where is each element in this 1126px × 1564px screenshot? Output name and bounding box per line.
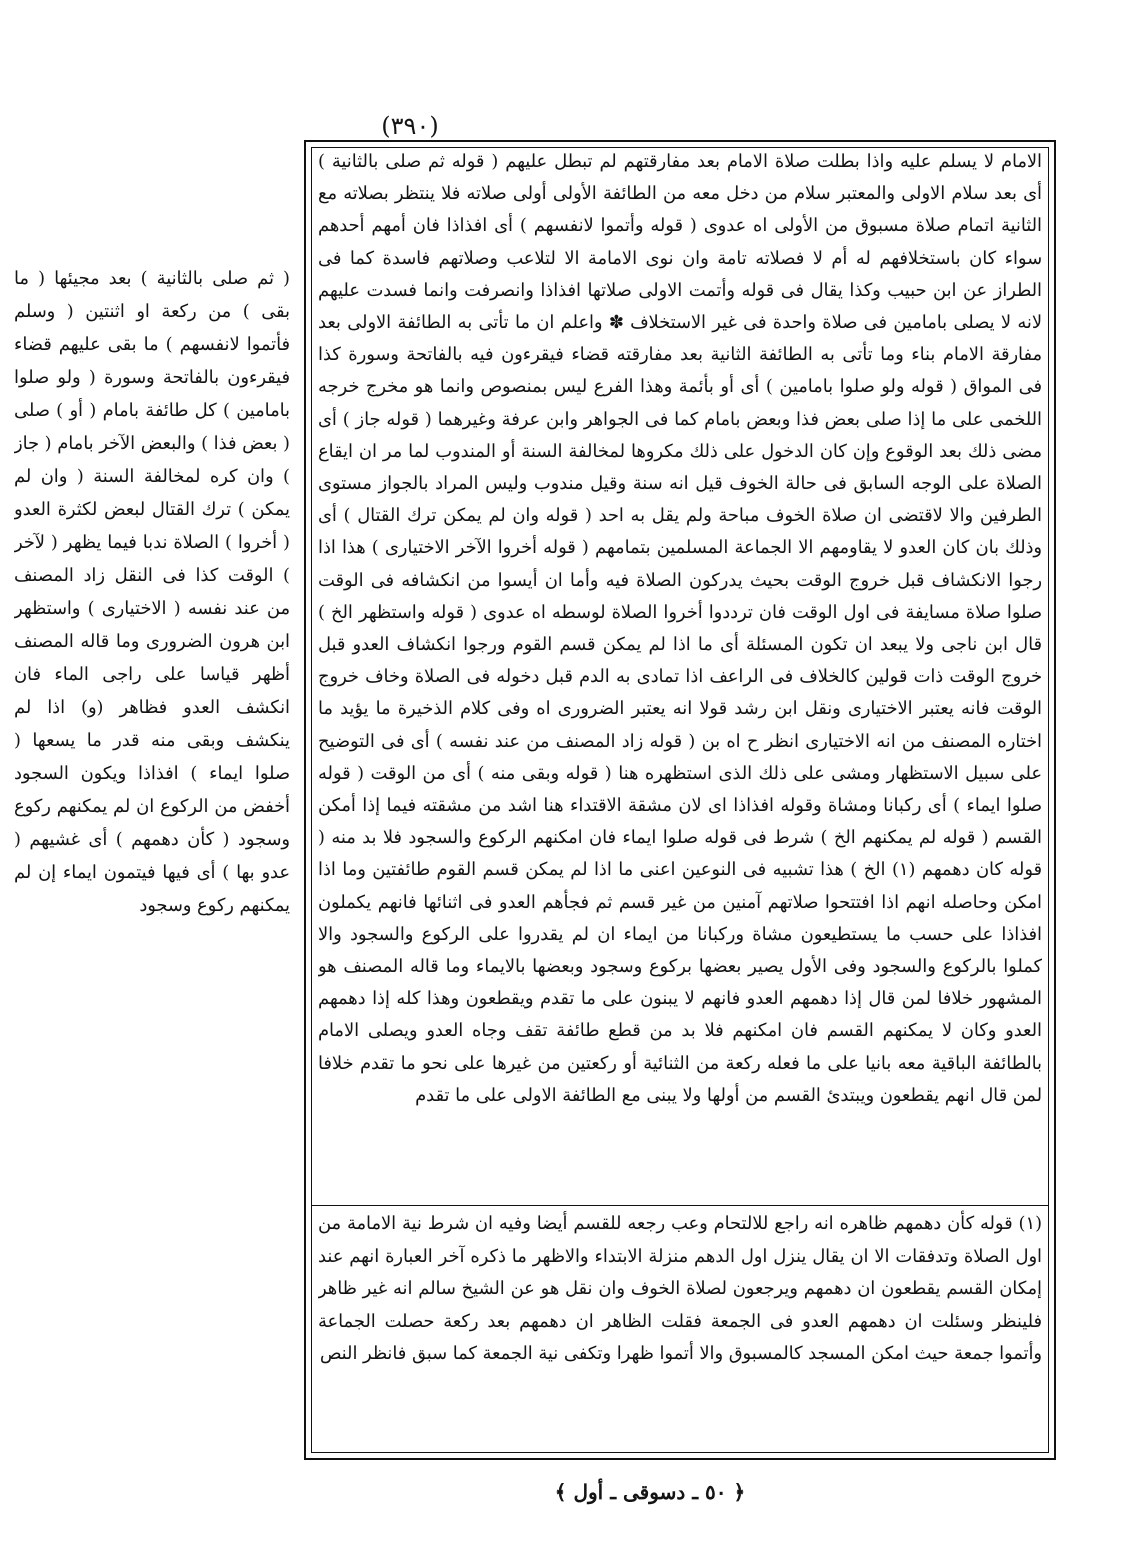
footnote	[318, 1208, 1042, 1446]
main-paragraph: الامام لا يسلم عليه واذا بطلت صلاة الامام بعد مفارقتهم لم تبطل عليهم ( قوله ثم صلى بالثانية ) أى بعد سلام الاولى والمعتبر سلام من دخل معه من الطائفة الأولى أولى صلاته فلا ينتظر بصلاته مع الثانية اتمام صلاة مسبوق من الأولى اه عدوى ( قوله وأتموا لانفسهم ) أى افذاذا فان أمهم أحدهم سواء كان باستخلافهم له أم لا فصلاته تامة وان نوى الامامة الا لتلاعب وصلاتهم فاسدة كما فى الطراز عن ابن حبيب وكذا يقال فى قوله وأتمت الاولى صلاتها افذاذا وانصرفت وانما فسدت عليهم لانه لا يصلى بامامين فى صلاة واحدة فى غير الاستخلاف ✽ واعلم ان ما تأتى به الطائفة الاولى بعد مفارقة الامام بناء وما تأتى به الطائفة الثانية بعد مفارقته قضاء فيقرءون فيه بالفاتحة وسورة كذا فى المواق ( قوله ولو صلوا بامامين ) أى أو بأئمة وهذا الفرع ليس بمنصوص وانما هو مخرج خرجه اللخمى على ما إذا صلى بعض فذا وبعض بامام كما فى الجواهر وابن عرفة وغيرهما ( قوله جاز ) أى مضى ذلك بعد الوقوع وإن كان الدخول على ذلك مكروها لمخالفة السنة أو المندوب لما مر ان ايقاع الصلاة على الوجه السابق فى حالة الخوف قيل انه سنة وقيل مندوب وليس المراد بالجواز مستوى الطرفين والا لاقتضى ان صلاة الخوف مباحة ولم يقل به احد ( قوله وان لم يمكن ترك القتال ) أى وذلك بان كان العدو لا يقاومهم الا الجماعة المسلمين بتمامهم ( قوله أخروا الآخر الاختيارى ) هذا اذا رجوا الانكشاف قبل خروج الوقت بحيث يدركون الصلاة فيه وأما ان أيسوا من انكشافه فى الوقت صلوا صلاة مسايفة فى اول الوقت فان ترددوا أخروا الصلاة لوسطه اه عدوى ( قوله واستظهر الخ ) قال ابن ناجى ولا يبعد ان تكون المسئلة أى ما اذا لم يمكن قسم القوم ورجوا انكشاف العدو قبل خروج الوقت ذات قولين كالخلاف فى الراعف اذا تمادى به الدم قبل دخوله فى الصلاة وخاف خروج الوقت فانه يعتبر الاختيارى ونقل ابن رشد قولا انه يعتبر الضرورى اه وفى كلام الذخيرة ما يؤيد ما اختاره المصنف من انه الاختيارى انظر ح اه بن ( قوله زاد المصنف من عند نفسه ) أى فى التوضيح على سبيل الاستظهار ومشى على ذلك الذى استظهره هنا ( قوله وبقى منه ) أى من الوقت ( قوله صلوا ايماء ) أى ركبانا ومشاة وقوله افذاذا اى لان مشقة الاقتداء هنا اشد من مشقته فيما إذا أمكن القسم ( قوله لم يمكنهم الخ ) شرط فى قوله صلوا ايماء فان امكنهم الركوع والسجود فلا بد منه ( قوله كان دهمهم (١) الخ ) هذا تشبيه فى النوعين اعنى ما اذا لم يمكن قسم القوم طائفتين وما اذا امكن وحاصله انهم اذا افتتحوا صلاتهم آمنين من غير قسم ثم فجأهم العدو فى اثنائها فانهم يكملون افذاذا على حسب ما يستطيعون مشاة وركبانا من ايماء ان لم يقدروا على الركوع والسجود والا كملوا بالركوع والسجود وفى الأول يصير بعضها بركوع وسجود وبعضها بالايماء وما قاله المصنف هو المشهور خلافا لمن قال إذا دهمهم العدو فانهم لا يبنون على ما تقدم ويقطعون وهذا كله إذا دهمهم العدو وكان لا يمكنهم القسم فان امكنهم فلا بد من قطع طائفة تقف وجاه العدو ويصلى الامام بالطائفة الباقية معه بانيا على ما فعله ركعة من الثنائية أو ركعتين من غيرها على نحو ما تقدم خلافا لمن قال انهم يقطعون ويبتدئ القسم من أولها ولا يبنى مع الطائفة الاولى على ما تقدم	[318, 151, 1042, 1106]
running-footer: ﴿ ٥٠ ـ دسوقى ـ أول ﴾	[554, 1480, 746, 1504]
margin-commentary	[14, 262, 290, 1352]
footnote-paragraph: (١) قوله كأن دهمهم ظاهره انه راجع للالتحام وعب رجعه للقسم أيضا وفيه ان شرط نية الامامة من اول الصلاة وتدفقات الا ان يقال ينزل اول الدهم منزلة الابتداء والاظهر ما ذكره آخر العبارة انهم عند إمكان القسم يقطعون ان دهمهم ويرجعون لصلاة الخوف وان نقل هو عن الشيخ سالم انه غير ظاهر فلينظر وسئلت ان دهمهم العدو فى الجمعة فقلت الظاهر ان دهمهم بعد ركعة حصلت الجماعة وأتموا جمعة حيث امكن المسجد كالمسبوق والا أتموا ظهرا وتكفى نية الجمعة كما سبق فانظر النص	[318, 1213, 1042, 1364]
page-number: (٣٩٠)	[381, 112, 439, 140]
footnote-divider	[312, 1205, 1048, 1206]
margin-paragraph: ( ثم صلى بالثانية ) بعد مجيئها ( ما بقى ) من ركعة او اثنتين ( وسلم فأتموا لانفسهم ) ما بقى عليهم قضاء فيقرءون بالفاتحة وسورة ( ولو صلوا بامامين ) كل طائفة بامام ( أو ) صلى ( بعض فذا ) والبعض الآخر بامام ( جاز ) وان كره لمخالفة السنة ( وان لم يمكن ) ترك القتال لبعض لكثرة العدو ( أخروا ) الصلاة ندبا فيما يظهر ( لآخر ) الوقت كذا فى النقل زاد المصنف من عند نفسه ( الاختيارى ) واستظهر ابن هرون الضرورى وما قاله المصنف أظهر قياسا على راجى الماء فان انكشف العدو فظاهر (و) اذا لم ينكشف وبقى منه قدر ما يسعها ( صلوا ايماء ) افذاذا ويكون السجود أخفض من الركوع ان لم يمكنهم ركوع وسجود ( كأن دهمهم ) أى غشيهم ( عدو بها ) أى فيها فيتمون ايماء إن لم يمكنهم ركوع وسجود	[14, 268, 290, 916]
main-frame	[304, 140, 1056, 1460]
main-commentary	[318, 146, 1042, 1201]
